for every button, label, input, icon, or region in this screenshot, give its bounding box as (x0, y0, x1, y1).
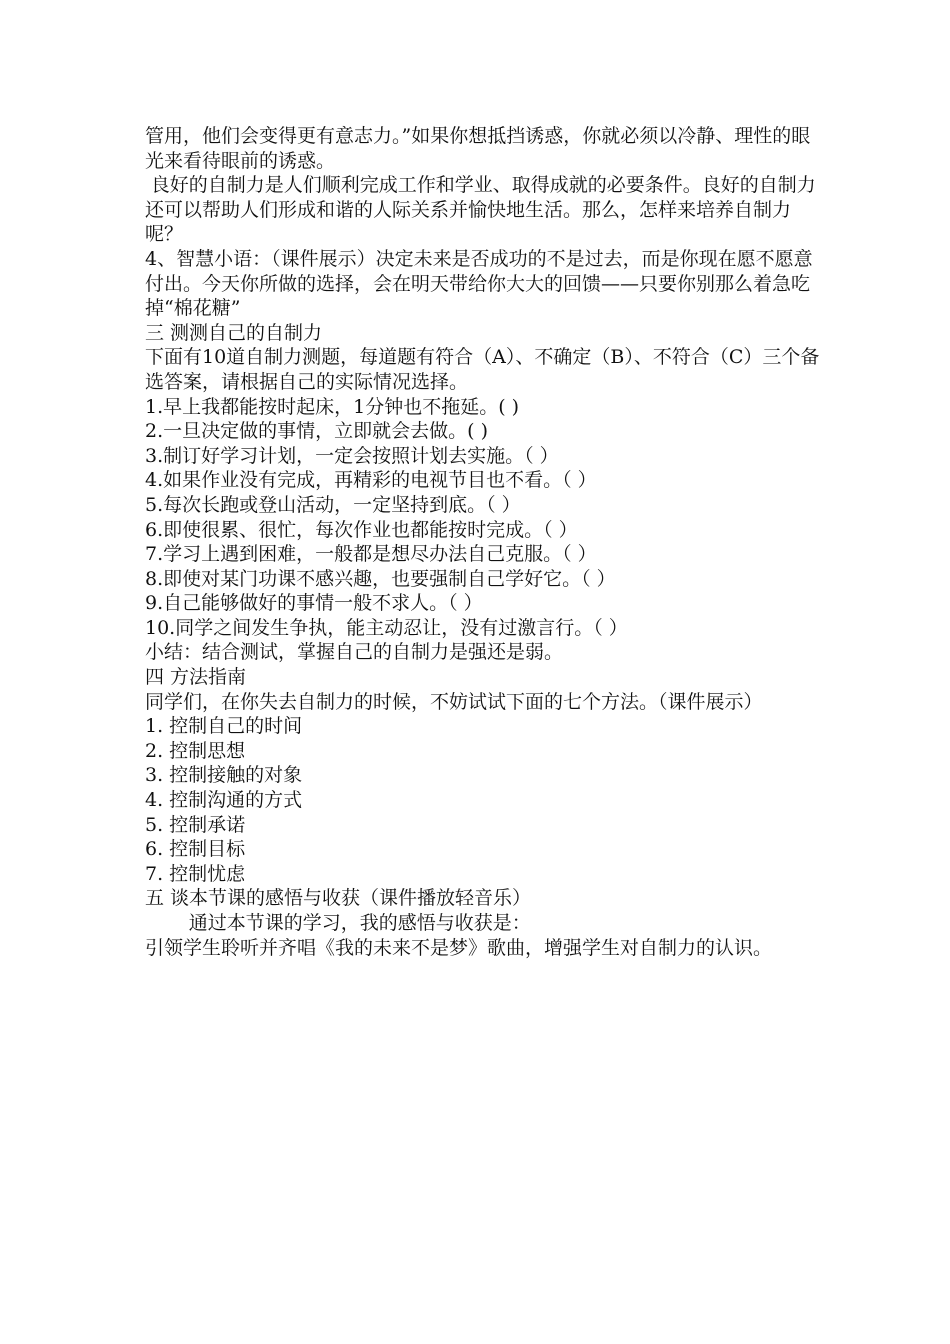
paragraph-self-control-importance: 良好的自制力是人们顺利完成工作和学业、取得成就的必要条件。良好的自制力还可以帮助人们形成和谐的人际关系并愉快地生活。那么，怎样来培养自制力呢？ (145, 174, 816, 246)
method-item-5: 5. 控制承诺 (145, 813, 246, 836)
paragraph-closing-song: 引领学生聆听并齐唱《我的未来不是梦》歌曲，增强学生对自制力的认识。 (145, 936, 773, 959)
paragraph-reflection-prompt: 通过本节课的学习，我的感悟与收获是： (188, 912, 531, 934)
test-question-6: 6.即使很累、很忙，每次作业也都能按时完成。（ ） (145, 518, 578, 541)
test-question-8: 8.即使对某门功课不感兴趣，也要强制自己学好它。（ ） (145, 567, 616, 590)
method-item-7: 7. 控制忧虑 (145, 862, 246, 885)
test-question-2: 2.一旦决定做的事情，立即就会去做。( ) (145, 420, 488, 443)
paragraph-willpower-quote: 管用，他们会变得更有意志力。”如果你想抵挡诱惑，你就必须以冷静、理性的眼光来看待眼前的诱惑。 (145, 125, 811, 172)
method-item-4: 4. 控制沟通的方式 (145, 789, 303, 812)
method-item-6: 6. 控制目标 (145, 838, 246, 861)
document-body (145, 124, 820, 960)
section-heading-methods: 四 方法指南 (145, 666, 247, 689)
test-question-3: 3.制订好学习计划，一定会按照计划去实施。（ ） (145, 444, 559, 467)
section-heading-test: 三 测测自己的自制力 (145, 321, 323, 344)
paragraph-wisdom-words: 4、智慧小语：（课件展示）决定未来是否成功的不是过去，而是你现在愿不愿意付出。今天你所做的选择，会在明天带给你大大的回馈——只要你别那么着急吃掉“棉花糖” (145, 247, 813, 320)
method-item-2: 2. 控制思想 (145, 739, 246, 762)
method-item-1: 1. 控制自己的时间 (145, 715, 303, 738)
test-question-5: 5.每次长跑或登山活动，一定坚持到底。（ ） (145, 493, 521, 516)
test-question-4: 4.如果作业没有完成，再精彩的电视节目也不看。（ ） (145, 469, 597, 492)
test-question-9: 9.自己能够做好的事情一般不求人。（ ） (145, 592, 483, 615)
test-question-1: 1.早上我都能按时起床，1分钟也不拖延。( ) (145, 395, 520, 418)
paragraph-test-intro: 下面有10道自制力测题，每道题有符合（A）、不确定（B）、不符合（C）三个备选答案，请根据自己的实际情况选择。 (145, 346, 820, 393)
test-question-7: 7.学习上遇到困难，一般都是想尽办法自己克服。（ ） (145, 543, 597, 566)
method-item-3: 3. 控制接触的对象 (145, 764, 303, 787)
test-question-10: 10.同学之间发生争执，能主动忍让，没有过激言行。（ ） (145, 616, 628, 639)
paragraph-test-summary: 小结：结合测试，掌握自己的自制力是强还是弱。 (145, 641, 564, 664)
paragraph-methods-intro: 同学们，在你失去自制力的时候，不妨试试下面的七个方法。（课件展示） (145, 690, 763, 713)
section-heading-reflection: 五 谈本节课的感悟与收获（课件播放轻音乐） (145, 887, 532, 910)
